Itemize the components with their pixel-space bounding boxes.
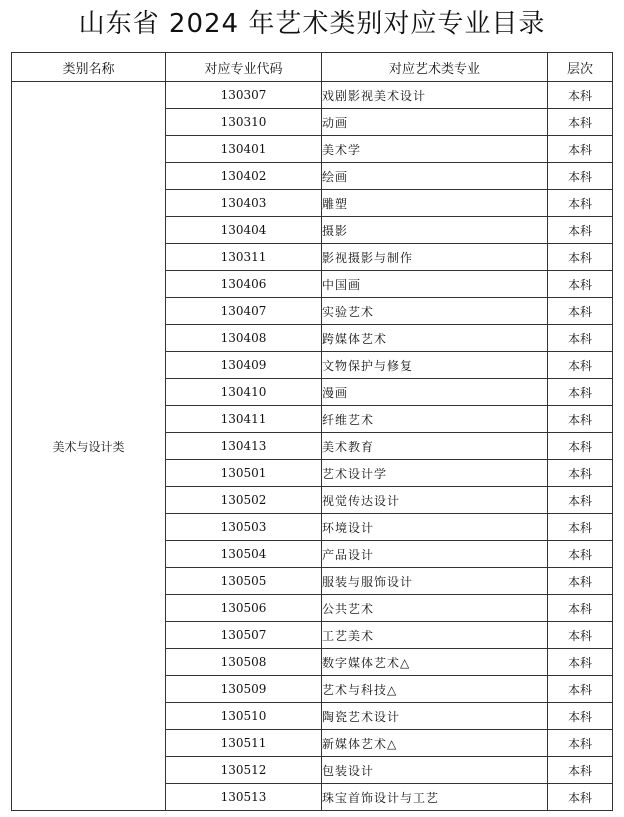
level-cell: 本科 <box>548 622 613 649</box>
major-name-cell: 视觉传达设计 <box>322 487 548 514</box>
major-code-cell: 130401 <box>166 136 322 163</box>
level-cell: 本科 <box>548 109 613 136</box>
table-header-row <box>12 53 613 82</box>
major-name-cell: 珠宝首饰设计与工艺 <box>322 784 548 811</box>
major-code-cell: 130508 <box>166 649 322 676</box>
major-code-cell: 130503 <box>166 514 322 541</box>
major-name-cell: 公共艺术 <box>322 595 548 622</box>
major-name-cell: 纤维艺术 <box>322 406 548 433</box>
major-code-cell: 130506 <box>166 595 322 622</box>
major-name-cell: 影视摄影与制作 <box>322 244 548 271</box>
header-level: 层次 <box>548 53 613 82</box>
major-name-cell: 中国画 <box>322 271 548 298</box>
level-cell: 本科 <box>548 298 613 325</box>
header-code: 对应专业代码 <box>166 53 322 82</box>
major-code-cell: 130511 <box>166 730 322 757</box>
major-name-cell: 摄影 <box>322 217 548 244</box>
major-code-cell: 130410 <box>166 379 322 406</box>
major-name-cell: 实验艺术 <box>322 298 548 325</box>
table-row <box>12 82 613 109</box>
level-cell: 本科 <box>548 406 613 433</box>
major-name-cell: 文物保护与修复 <box>322 352 548 379</box>
major-code-cell: 130502 <box>166 487 322 514</box>
major-name-cell: 环境设计 <box>322 514 548 541</box>
level-cell: 本科 <box>548 595 613 622</box>
major-name-cell: 美术学 <box>322 136 548 163</box>
major-code-cell: 130510 <box>166 703 322 730</box>
major-name-cell: 艺术与科技△ <box>322 676 548 703</box>
major-code-cell: 130406 <box>166 271 322 298</box>
header-major: 对应艺术类专业 <box>322 53 548 82</box>
major-code-cell: 130513 <box>166 784 322 811</box>
level-cell: 本科 <box>548 460 613 487</box>
level-cell: 本科 <box>548 784 613 811</box>
major-name-cell: 绘画 <box>322 163 548 190</box>
level-cell: 本科 <box>548 352 613 379</box>
major-code-cell: 130512 <box>166 757 322 784</box>
major-code-cell: 130413 <box>166 433 322 460</box>
category-cell: 美术与设计类 <box>12 82 166 811</box>
major-name-cell: 漫画 <box>322 379 548 406</box>
major-code-cell: 130408 <box>166 325 322 352</box>
level-cell: 本科 <box>548 433 613 460</box>
level-cell: 本科 <box>548 163 613 190</box>
page-title: 山东省 2024 年艺术类别对应专业目录 <box>78 9 546 39</box>
major-code-cell: 130310 <box>166 109 322 136</box>
major-code-cell: 130505 <box>166 568 322 595</box>
major-code-cell: 130311 <box>166 244 322 271</box>
level-cell: 本科 <box>548 730 613 757</box>
header-category: 类别名称 <box>12 53 166 82</box>
major-name-cell: 艺术设计学 <box>322 460 548 487</box>
major-code-cell: 130307 <box>166 82 322 109</box>
level-cell: 本科 <box>548 379 613 406</box>
major-code-cell: 130509 <box>166 676 322 703</box>
major-code-cell: 130402 <box>166 163 322 190</box>
level-cell: 本科 <box>548 514 613 541</box>
major-name-cell: 新媒体艺术△ <box>322 730 548 757</box>
major-code-cell: 130403 <box>166 190 322 217</box>
major-name-cell: 陶瓷艺术设计 <box>322 703 548 730</box>
major-name-cell: 工艺美术 <box>322 622 548 649</box>
major-name-cell: 服装与服饰设计 <box>322 568 548 595</box>
major-code-cell: 130411 <box>166 406 322 433</box>
major-code-cell: 130407 <box>166 298 322 325</box>
major-code-cell: 130504 <box>166 541 322 568</box>
level-cell: 本科 <box>548 325 613 352</box>
level-cell: 本科 <box>548 703 613 730</box>
major-name-cell: 产品设计 <box>322 541 548 568</box>
level-cell: 本科 <box>548 217 613 244</box>
level-cell: 本科 <box>548 136 613 163</box>
level-cell: 本科 <box>548 568 613 595</box>
major-name-cell: 跨媒体艺术 <box>322 325 548 352</box>
level-cell: 本科 <box>548 190 613 217</box>
major-code-cell: 130501 <box>166 460 322 487</box>
major-name-cell: 雕塑 <box>322 190 548 217</box>
major-name-cell: 数字媒体艺术△ <box>322 649 548 676</box>
major-catalog-table <box>11 52 613 811</box>
level-cell: 本科 <box>548 82 613 109</box>
level-cell: 本科 <box>548 676 613 703</box>
level-cell: 本科 <box>548 244 613 271</box>
level-cell: 本科 <box>548 271 613 298</box>
level-cell: 本科 <box>548 487 613 514</box>
major-name-cell: 包装设计 <box>322 757 548 784</box>
major-code-cell: 130409 <box>166 352 322 379</box>
major-code-cell: 130404 <box>166 217 322 244</box>
level-cell: 本科 <box>548 541 613 568</box>
major-name-cell: 美术教育 <box>322 433 548 460</box>
level-cell: 本科 <box>548 649 613 676</box>
major-code-cell: 130507 <box>166 622 322 649</box>
major-name-cell: 戏剧影视美术设计 <box>322 82 548 109</box>
level-cell: 本科 <box>548 757 613 784</box>
table-body <box>12 82 613 811</box>
major-name-cell: 动画 <box>322 109 548 136</box>
